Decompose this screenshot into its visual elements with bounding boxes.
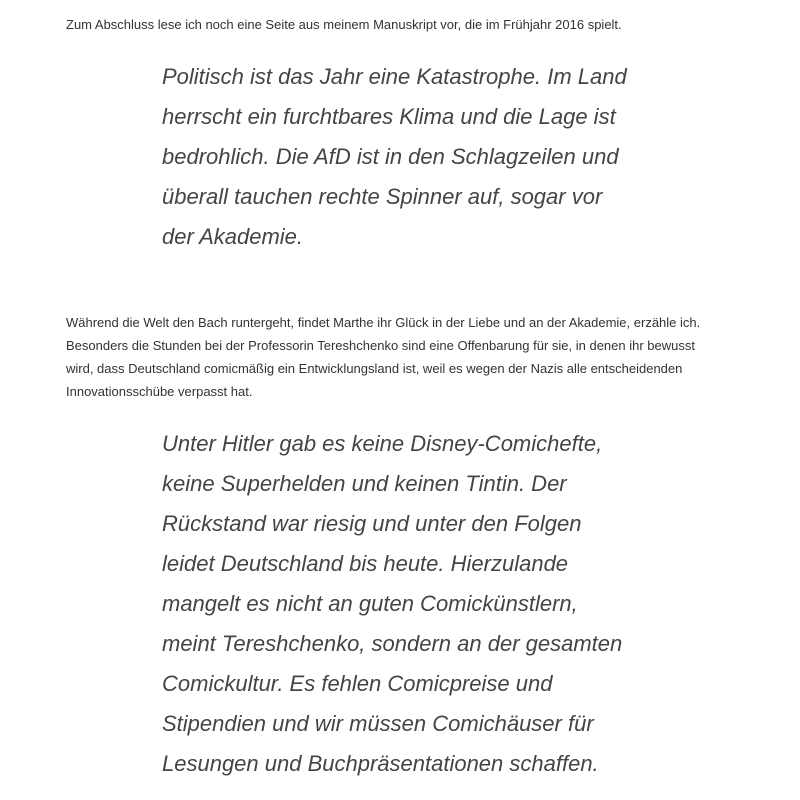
quote-2-line: Lesungen und Buchpräsentationen schaffen.: [162, 751, 599, 776]
quote-2-line: Unter Hitler gab es keine Disney-Comichefte,: [162, 431, 603, 456]
quote-2-line: Stipendien und wir müssen Comichäuser für: [162, 711, 594, 736]
middle-paragraph-line: wird, dass Deutschland comicmäßig ein Entwicklungsland ist, weil es wegen der Nazis alle entscheidenden: [66, 361, 683, 376]
pull-quote-1: [162, 57, 627, 257]
quote-2-line: leidet Deutschland bis heute. Hierzulande: [162, 551, 569, 576]
intro-paragraph: Zum Abschluss lese ich noch eine Seite aus meinem Manuskript vor, die im Frühjahr 2016 spielt.: [66, 17, 622, 32]
quote-2-line: keine Superhelden und keinen Tintin. Der: [162, 471, 567, 496]
quote-2-line: Comickultur. Es fehlen Comicpreise und: [162, 671, 553, 696]
quote-2-line: meint Tereshchenko, sondern an der gesamten: [162, 631, 623, 656]
middle-paragraph-line: Während die Welt den Bach runtergeht, findet Marthe ihr Glück in der Liebe und an der Akademie, erzähle ich.: [66, 315, 701, 330]
middle-paragraph: [66, 311, 766, 403]
quote-1-line: der Akademie.: [162, 224, 304, 249]
quote-1-line: bedrohlich. Die AfD ist in den Schlagzeilen und: [162, 144, 619, 169]
pull-quote-2: [162, 424, 622, 784]
quote-2-line: mangelt es nicht an guten Comickünstlern,: [162, 591, 578, 616]
quote-1-line: herrscht ein furchtbares Klima und die Lage ist: [162, 104, 616, 129]
quote-1-line: überall tauchen rechte Spinner auf, sogar vor: [162, 184, 603, 209]
quote-1-line: Politisch ist das Jahr eine Katastrophe. Im Land: [162, 64, 627, 89]
middle-paragraph-line: Besonders die Stunden bei der Professorin Tereshchenko sind eine Offenbarung für sie, in denen ihr bewusst: [66, 338, 695, 353]
middle-paragraph-line: Innovationsschübe verpasst hat.: [66, 384, 253, 399]
quote-2-line: Rückstand war riesig und unter den Folgen: [162, 511, 582, 536]
